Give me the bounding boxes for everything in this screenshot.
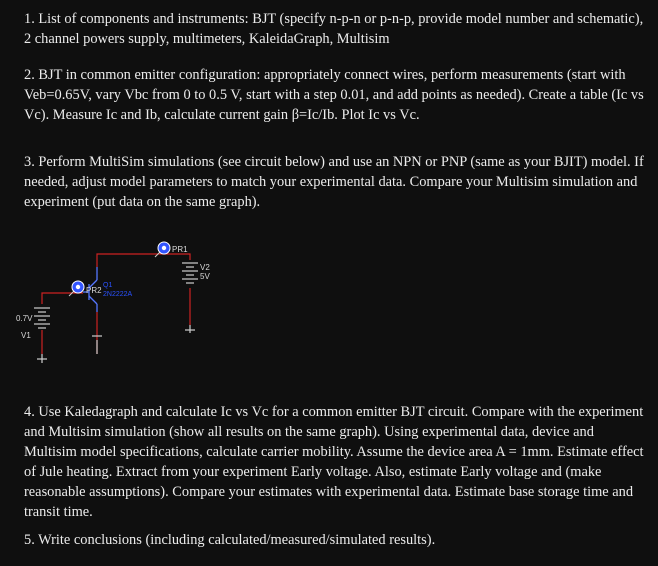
ground-symbols <box>37 325 195 363</box>
probe-pr2-icon <box>69 281 84 296</box>
circuit-wires <box>42 254 190 354</box>
v2-name-label: V2 <box>200 263 210 272</box>
v1-battery-symbol <box>34 308 50 328</box>
v1-name-label: V1 <box>21 331 31 340</box>
v2-battery-symbol <box>182 263 198 283</box>
item-1-components: 1. List of components and instruments: BJT (specify n-p-n or p-n-p, provide model number and schematic), 2 channel powers supply, multimeters, KaleidaGraph, Multisim <box>24 11 644 47</box>
probe-pr1-icon <box>155 242 170 257</box>
item-3-multisim: 3. Perform MultiSim simulations (see circuit below) and use an NPN or PNP (same as your BJIT) model. If needed, adjust model parameters to match your experimental data. Compare your Multisim simulation and experiment (put data on the same graph). <box>24 154 644 210</box>
q1-model-label: 2N2222A <box>103 291 133 298</box>
pr1-label: PR1 <box>172 245 188 254</box>
item-5-conclusions: 5. Write conclusions (including calculated/measured/simulated results). <box>24 532 436 548</box>
item-2-common-emitter: 2. BJT in common emitter configuration: appropriately connect wires, perform measurements (start with Veb=0.65V, vary Vbc from 0 to 0.5 V, start with a step 0.01, and add points as needed). Create a table (Ic vs Vc). Measure Ic and Ib, calculate current gain β=Ic/Ib. Plot Ic vs Vc. <box>24 67 644 123</box>
v1-value-label: 0.7V <box>16 314 33 323</box>
circuit-schematic <box>0 230 240 370</box>
item-4-kaleidagraph: 4. Use Kaledagraph and calculate Ic vs Vc for a common emitter BJT circuit. Compare with the experiment and Multisim simulation (show all results on the same graph). Using experimental data, device and Multisim model specifications, calculate carrier mobility. Assume the device area A = 1mm. Estimate effect of Jule heating. Extract from your experiment Early voltage. Also, estimate Early voltage and (make reasonable assumptions). Compare your estimates with experimental data. Estimate base storage time and transit time. <box>24 404 644 520</box>
q1-label: Q1 <box>103 282 113 289</box>
pr2-label: PR2 <box>86 286 102 295</box>
v2-value-label: 5V <box>200 272 210 281</box>
